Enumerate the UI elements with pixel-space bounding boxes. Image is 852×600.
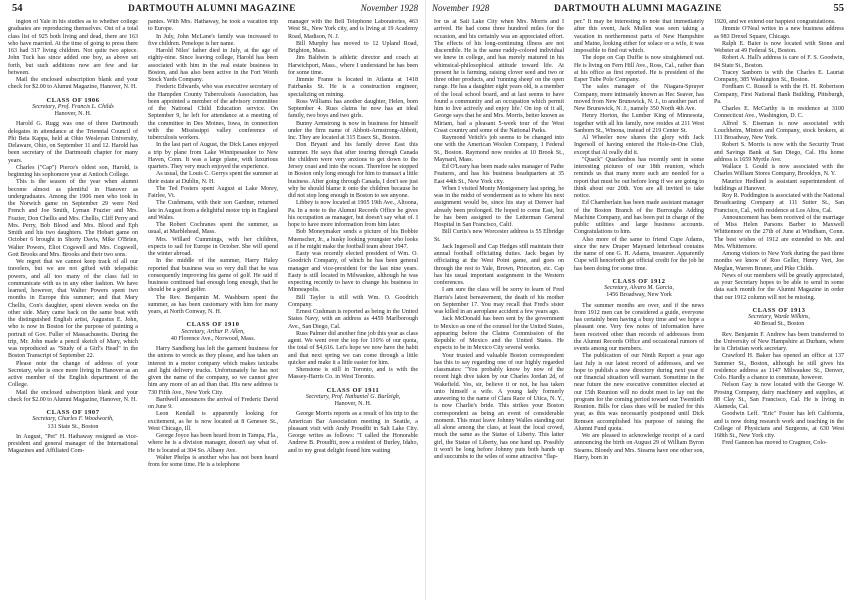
- class-heading: CLASS OF 1907: [46, 409, 100, 416]
- paragraph: Nelson Gay is now located with the George W. Prosing Company, dairy machinery and supplies, at 88 Clay St., San Francisco, Cal. He is living in Alameda, Cal.: [714, 382, 844, 410]
- paragraph: This is the season of the year when alumni become almost as plentiful in Hanover as undergraduates. Among the 1906 men who took in the Norwich game on September 29 were Ned French and Joe Smith, Lyman Frazier and Mrs. Frazier, Don Chellis and Mrs. Chellis, Cliff Perry and Mrs. Perry, Bob Blood and Mrs. Blood and Eph Smith and his two daughters. The Hobart game on October 6 brought in Shorty Davis, Mike O'Brien, Walter Powers, Eliot Cogswell and Mrs. Cogswell, Gott Brooks and Mrs. Brooks and their two sons.: [8, 179, 138, 258]
- class-section-heading: [8, 97, 138, 119]
- magazine-title: DARTMOUTH ALUMNI MAGAZINE: [128, 3, 296, 13]
- paragraph: Russ Palmer did another fine job this year as class agent. We went over the top for 110% of our quota, the total of $4,616. Let's hope we now have the habit and that next spring we can come through a little quicker and make it a little easier for him.: [288, 330, 418, 366]
- page-header: [6, 3, 418, 19]
- paragraph: Jack Ingersoll and Cap Hedges still maintain their annual football officiating duties. Jack began by officiating at the West Point game, and goes on through the rest to Yale, Brown, Princeton, etc. Cap has his usual important assignment in the Western conferences.: [434, 243, 564, 286]
- class-secretary: Secretary, Prof. Francis L. Childs: [32, 103, 114, 110]
- class-section-heading: [148, 321, 278, 343]
- class-address: Hanover, N. H.: [54, 111, 92, 117]
- paragraph: Your trusted and valuable Boston correspondent has this to say regarding one of our highly regarded classmates: "You probably know by now of the recent high dive taken by our Charles Jordan 2d, of Wakefield. Yes, sir, believe it or not, he has taken unto himself a wife. A young lady formerly answering to the name of Clara Race of Utica, N. Y., is now Charlie's bride. This strikes your Boston correspondent as being an event of considerable moment. This must leave Johnny Walles standing out all alone among the class, at least the local crowd, much the same as the Statue of Liberty. This latter girl, the Statue of Liberty, has one hand up. Possibly it won't be long before Johnny puts both hands up and succumbs to the wiles of some attractive "flap-: [434, 352, 564, 460]
- page-number: 55: [833, 3, 844, 14]
- paragraph: Easty was recently elected president of Wm. O. Goodrich Company, of which he has been general manager and vice-president for the last nine years. Easty is still located in Milwaukee, although he was expecting recently to have to change his business to Minneapolis.: [288, 251, 418, 294]
- paragraph: Ross Williams has another daughter, Helen, born September 4. Russ claims he now has an ideal family, two boys and two girls.: [288, 98, 418, 120]
- class-section-heading: [574, 278, 704, 300]
- paragraph: Jim Baldwin is athletic director and coach at Harwichport, Mass., where I understand he has been for some time.: [288, 55, 418, 76]
- class-heading: CLASS OF 1913: [752, 306, 806, 314]
- paragraph: We regret that we cannot keep track of all our travelers, but we are not gifted with telepathic powers, and all too many of the class fail to communicate with us in any other fashion. We have learned, however, that Walter Powers spent two months in Europe this summer; and that Mary Chellis, Con's daughter, spent eleven weeks on the other side. Mary came back on the same boat with the distinguished English artist, Augustus E. John, who is now in Boston for the purpose of painting a portrait of Gov. Fuller of Massachusetts. During the trip, Mr. John made a pencil sketch of Mary, which was reproduced as "Study of a Girl's Head" in the Boston Transcript of September 22.: [8, 259, 138, 360]
- paragraph: Henry Horton, the Lumber King of Minnesota, together with all his family, now resides at 211 West Sanborn St., Winona, instead of 219 Center St.: [574, 113, 704, 134]
- column-group: [434, 19, 844, 598]
- column-group: [8, 19, 418, 598]
- class-heading: CLASS OF 1906: [46, 96, 100, 104]
- paragraph: The Rev. Benjamin M. Washburn spent the summer, as has been customary with him for many years, at North Conway, N. H.: [148, 294, 278, 315]
- paragraph: Fordham C. Russell is with the H. H. Robertson Company, First National Bank Building, Pittsburgh, Pa.: [714, 84, 844, 105]
- paragraph: Goodwin Leff. "Eric" Foster has left California, and is now doing research work and teaching in the College of Physicians and Surgeons, at 630 West 168th St., New York city.: [714, 411, 844, 439]
- paragraph: Alfred S. Eiseman is now associated with Louchheim, Minton and Company, stock brokers, at 111 Broadway, New York.: [714, 120, 844, 141]
- class-address: 1456 Broadway, New York: [606, 292, 672, 299]
- paragraph: Maurice Hedlund is assistant superintendent of buildings at Hanover.: [714, 178, 844, 192]
- paragraph: Ralph E. Baier is now located with Stone and Webster at 49 Federal St., Boston.: [714, 40, 844, 54]
- paragraph: The publication of our Ninth Report a year ago last July is our latest record of addresses, and we hope to publish a new directory during next year if our financial situation will warrant. Sometime in the near future the new executive committee elected at our 15th Reunion will no doubt meet to lay out the program for the coming period toward our Twentieth Reunion. Bills for class dues will be mailed for this year, as this was necessarily postponed until Dick Remsen accomplished his purpose of raising the Alumni Fund quota.: [574, 353, 704, 432]
- paragraph: In July, John McLane's family was increased to five children. Penelope is her name.: [148, 33, 278, 47]
- page-header: [432, 3, 844, 19]
- paragraph: Please note the change of address of your Secretary, who is once more living in Hanover as an active member of the English department of the College.: [8, 360, 138, 389]
- text-column: [8, 19, 138, 598]
- paragraph: The Cushmans, with their son Gardner, returned late in August from a delightful motor trip in England and Wales.: [148, 200, 278, 221]
- paragraph: Robert A. Hall's address is care of F. S. Goodwin, 84 State St., Boston.: [714, 55, 844, 69]
- magazine-title: DARTMOUTH ALUMNI MAGAZINE: [554, 3, 722, 13]
- paragraph: The summer months are over, and if the news from 1912 men can be considered a guide, everyone has certainly been having a busy time and we hope a pleasant one. Very few notes of information have been received other than records of addresses from the Alumni Records Office and occasional rumors of events among our members.: [574, 302, 704, 352]
- paragraph: for us at Salt Lake City when Mrs. Morris and I arrived. He had come three hundred miles for the occasion, and his certainly was an appreciated effort. The effects of his long-continuing illness are not discernible. He is the same ruddy-colored individual we knew in college, and has merely matured in his whimsical-philosophical attitude toward life. At present he is farming, raising clover seed and two or three other products, and 'running sheep' on the open range. He has a daughter eight years old, is a member of the local school board, and at last seems to have found a community and an occupation which permit him to live actively and enjoy life.' On top of it all, George says that he and Mrs. Morris, better known as Miriam, had a pleasant 5-week tour of the West Coast country and some of the National Parks.: [434, 19, 564, 134]
- paragraph: Ed O'Leary has been made sales manager of Pathe Features, and has his business headquarters at 35 East 44th St., New York city.: [434, 164, 564, 185]
- paragraph: Al Wheeler now shares the glory with Jack Ingersoll of having entered the Hole-in-One Club, except that Al really did it.: [574, 135, 704, 156]
- paragraph: George Morris reports as a result of his trip to the American Bar Association meeting in Seattle, a pleasant visit with Andy Proudfit in Salt Lake City. George writes as follows: "I called the Honorable Andrew B. Proudfit, now a resident of Burley, Idaho, and to my great delight found him waiting: [288, 411, 418, 454]
- class-secretary: Secretary, Prof. Nathaniel G. Burleigh,: [305, 393, 401, 400]
- paragraph: Don Bryant and his family drove East this summer. He says that after touring through Canada the children were very anxious to get down to the Jersey coast and into the ocean. Therefore he stopped in Boston only long enough for him to transact a little business. After going through Canada, I don't see just why he should blame it onto the children because he did not stop long enough in Boston to see anyone.: [288, 142, 418, 199]
- paragraph: Walter Phelps is another who has not been heard from for some time. He is a telephone: [148, 454, 278, 468]
- class-section-heading: [8, 409, 138, 431]
- class-heading: CLASS OF 1910: [186, 321, 240, 329]
- paragraph: Frederic Edwards, who was executive secretary of the Hampden County Tuberculosis Association, has been appointed a member of the advisory committee of the National Child Education service. On September 9, he left for attendance at a meeting of the committee in Des Moines, Iowa, in connection with the Mississippi valley conference of tuberculosis workers.: [148, 84, 278, 141]
- paragraph: Harold G. Rugg was one of three Dartmouth delegates in attendance at the Triennial Council of Phi Beta Kappa, held at Ohio Wesleyan University, Delaware, Ohio, on September 11 and 12. Harold has been secretary of the Dartmouth chapter for many years.: [8, 121, 138, 164]
- paragraph: Mrs. Willard Cummings, with her children, expects to sail for Europe in October. She will spend the winter abroad.: [148, 236, 278, 257]
- issue-date: November 1928: [360, 3, 418, 13]
- paragraph: Jimmie Frame is located in Atlanta at 1418 Fairbanks St. He is a construction engineer, specializing on mining.: [288, 77, 418, 98]
- paragraph: Charles E. McCarthy is in residence at 3100 Connecticut Ave., Washington, D. C.: [714, 106, 844, 120]
- paragraph: Shenstone is still in Toronto, and is with the Massey-Harris Co. in West Toronto.: [288, 367, 418, 381]
- class-secretary: Secretary, Charles F. Woodworth,: [32, 416, 114, 423]
- text-column: [714, 19, 844, 598]
- text-column: [288, 19, 418, 598]
- paragraph: When I visited Monty Montgomery last spring, he was in the midst of wonderment as to where his next assignment would be, since his stay at Denver had already been prolonged. He hoped to come East, but he has been assigned to the Letterman General Hospital in San Francisco, Calif.: [434, 185, 564, 228]
- paragraph: Rev. Benjamin F. Andrew has been transferred to the University of New Hampshire at Durham, where he is Christian work secretary.: [714, 331, 844, 352]
- paragraph: We are pleased to acknowledge receipt of a card announcing the birth on August 29 of William Byron Stearns. Blondy and Mrs. Stearns have one other son, Harry, born in: [574, 433, 704, 461]
- text-column: [434, 19, 564, 598]
- paragraph: Fred Gannon has moved to Cragmor, Colo-: [722, 440, 828, 447]
- paragraph: "Quack" Quackenbos has recently sent in some interesting pictures of our 18th reunion, which reminds us that many more such are needed for a report that must be out before long if we are going to think about our 20th. You are all invited to take notice.: [574, 156, 704, 199]
- paragraph: Also more of the same to friend Cupe Adams, since the new Draper Maynard letterhead contains the name of one G. H. Adams, treasurer. Apparently Cupe will henceforth get official credit for the job he has been doing for some time.: [574, 236, 704, 272]
- paragraph: Bunny Armstrong is now in business for himself under the firm name of Abbott-Armstrong-Abbott, Inc. They are located at 315 Essex St., Boston.: [288, 120, 418, 141]
- paragraph: Mail the enclosed subscription blank and your check for $2.00 to Alumni Magazine, Hanover, N. H.: [8, 389, 138, 403]
- class-heading: CLASS OF 1911: [326, 386, 380, 394]
- paragraph: Ernest Cushman is reported as being in the United States Navy, with an address as 4459 Marlborough Ave., San Diego, Cal.: [288, 309, 418, 330]
- paragraph: In the middle of the summer, Harry Haley reported that business was so very dull that he was consequently improving his game of golf. He said if business continued bad enough long enough, that he should be a good golfer.: [148, 258, 278, 294]
- paragraph: The sales manager of the Niagara-Sprayer Company, more intimately known as Hec Seaver, has moved from New Brunswick, N. J., to another part of New Brunswick, N. J., namely 350 North 4th Ave.: [574, 84, 704, 112]
- class-secretary: Secretary, Alvaro M. Garcia,: [604, 285, 674, 291]
- paragraph: George Joyce has been heard from in Tampa, Fla., where he is a division manager, doesn't say what of. He is located at 304 So. Albany Ave.: [148, 433, 278, 454]
- class-address: Hanover, N. H.: [334, 401, 372, 407]
- paragraph: Charles ("Cap") Pierce's oldest son, Harold, is beginning his sophomore year at Antioch College.: [8, 164, 138, 178]
- paragraph: Bill Taylor is still with Wm. O. Goodrich Company.: [288, 294, 418, 308]
- paragraph: Mail the enclosed subscription blank and your check for $2.00 to Alumni Magazine, Hanover, N. H.: [8, 77, 138, 91]
- right-page: [426, 0, 852, 600]
- paragraph: News of our members will be greatly appreciated, as your Secretary hopes to be able to send in some data each month for the Alumni Magazine in order that our 1912 column will not be missing.: [714, 272, 844, 301]
- paragraph: per." It may be interesting to note that immediately after this event, Jack Mullen was seen taking a vacation in northernmost parts of New Hampshire and Maine, looking either for solace or a wife, it was impossible to find out which.: [574, 19, 704, 54]
- paragraph: The Robert Cochranes spent the summer, as usual, at Marblehead, Mass.: [148, 222, 278, 236]
- paragraph: Wallace I. Gould is now associated with the Charles William Stores Company, Brooklyn, N. Y.: [714, 164, 844, 178]
- paragraph: Crawford H. Baker has opened an office at 137 Summer St., Boston, although he still gives his residence address as 1147 Milwaukee St., Denver, Colo. Hardly a chance to commute, however.: [714, 353, 844, 381]
- class-secretary: Secretary, Arthur P. Allen,: [181, 328, 245, 335]
- paragraph: Libbey is now located at 1905 19th Ave., Altoona, Pa. In a note to the Alumni Records Office he gives his occupation as manager, but doesn't say what of. I hope to have more information from him later.: [288, 200, 418, 228]
- paragraph: Among visitors to New York during the past three months we know of Roo Geller, Henry Vert, Joe Meglan, Warren Bruner, and Pike Childs.: [714, 251, 844, 272]
- paragraph: ington of Yale in his studies as to whether college graduates are reproducing themselves. Out of a total class list of 925 both living and dead, there are 163 who have married. At the time of going to press there 163 had 317 living children. Not quite two apiece. John Tuck has since added one boy, as above set forth, but such additions now are few and far between.: [8, 19, 138, 76]
- paragraph: Raymond Veitch's job seems to be changed into one with the American Woolen Company, 1 Federal St., Boston. Raymond now resides at 10 Brook St., Maynard, Mass.: [434, 135, 564, 163]
- paragraph: The dope on Cap Duffie is now straightened out. He is living on Fern Hill Ave., Ross, Cal., rather than at his office as first reported. He is president of the Esper Tube Pole Company.: [574, 55, 704, 83]
- class-heading: CLASS OF 1912: [612, 277, 666, 285]
- page-number: 54: [12, 3, 23, 14]
- paragraph: The Ted Fosters spent August at Lake Morey, Fairlee, Vt.: [148, 185, 278, 199]
- paragraph: Harry Sandberg has left the garment business for the unions to wreck as they please, and has taken an interest in a motor company which makes taxicabs and light delivery trucks. Unfortunately he has not given the name of the company, so we cannot give him any more of an ad than that. His new address is 730 Fifth Ave., New York City.: [148, 346, 278, 396]
- paragraph: Announcement has been received of the marriage of Miss Helen Parsons Barber to Maxwell Whittemore on the 27th of June at Windham, Conn. The best wishes of 1912 are extended to Mr. and Mrs. Whittemore.: [714, 214, 844, 250]
- paragraph: Harold Niles' father died in July, at the age of eighty-nine. Since leaving college, Harold has been associated with him in the real estate business in Boston, and has also been active in the Fort Worth Stock Yards Company.: [148, 48, 278, 83]
- paragraph: As usual, the Louis C. Gerrys spent the summer at their estate at Dublin, N. H.: [148, 171, 278, 185]
- paragraph: Jack McDonald has been sent by the government to Mexico as one of the counsel for the United States, appearing before the Claims Commission of the Republic of Mexico and the United States. He expects to be in Mexico City several weeks.: [434, 316, 564, 352]
- paragraph: Bob Moneymaker sends a picture of his Bobbie Muenscher, Jr., a husky looking youngster who looks as if he might make the football team about 1947.: [288, 229, 418, 250]
- paragraph: I am sure the class will be sorry to learn of Fred Harris's latest bereavement, the death of his mother on September 17. You may recall that Fred's sister was killed in an aeroplane accident a few years ago.: [434, 287, 564, 315]
- issue-date: November 1928: [432, 3, 490, 13]
- paragraph: Bardwell announces the arrival of Frederic David on June 9.: [148, 396, 278, 410]
- class-address: 40 Broad St., Boston: [753, 321, 805, 328]
- paragraph: 1920, and we extend our happiest congratulations.: [714, 19, 836, 25]
- paragraph: manager with the Bell Telephone Laboratories, 463 West St., New York city, and is living at 19 Academy Road, Madison, N. J.: [288, 19, 418, 40]
- paragraph: Jimmie O'Neal writes in a new business address as 983 Drexel Square, Chicago.: [714, 26, 844, 40]
- paragraph: Bill Murphy has moved to 12 Upland Road, Brighton, Mass.: [288, 40, 418, 54]
- paragraph: Tracey Sanborn is with the Charles E. Lauriat Company, 385 Washington St., Boston.: [714, 69, 844, 83]
- text-column: [148, 19, 278, 598]
- class-address: 131 State St., Boston: [47, 423, 99, 430]
- text-column: [574, 19, 704, 598]
- class-secretary: Secretary, Warde Wilkins,: [748, 314, 810, 320]
- class-section-heading: [714, 307, 844, 329]
- paragraph: In August, "Pet" H. Hathaway resigned as vice-president and general manager of the International Magazines and Affiliated Com-: [8, 433, 138, 455]
- paragraph: Leon Kendall is apparently looking for excitement, as he is now located at 8 Genesee St., West Chicago, Ill.: [148, 411, 278, 432]
- class-address: 40 Florence Ave., Norwood, Mass.: [170, 335, 256, 342]
- paragraph: In the last part of August, the Dick Lanes enjoyed a trip by plane from Lake Winnipesaukee to New Haven, Conn. It was a large plane, with luxurious quarters. They very much enjoyed the experience.: [148, 142, 278, 170]
- paragraph: Robert S. Morris is now with the Security Trust and Savings Bank at San Diego, Cal. His home address is 1659 Myrtle Ave.: [714, 142, 844, 163]
- paragraph: panies. With Mrs. Hathaway, he took a vacation trip to Europe.: [148, 19, 278, 33]
- class-section-heading: [288, 387, 418, 409]
- paragraph: Roy R. Poddington is associated with the National Broadcasting Company at 111 Sutter St., San Francisco, Cal., with residence at Los Altos, Cal.: [714, 193, 844, 214]
- paragraph: Ed Chamberlain has been made assistant manager of the Boston Branch of the Burroughs Adding Machine Company, and has been put in charge of the public utilities and large business accounts. Congratulations to him.: [574, 200, 704, 236]
- paragraph: Bill Curtis's new Worcester address is 55 Elbridge St.: [434, 229, 564, 243]
